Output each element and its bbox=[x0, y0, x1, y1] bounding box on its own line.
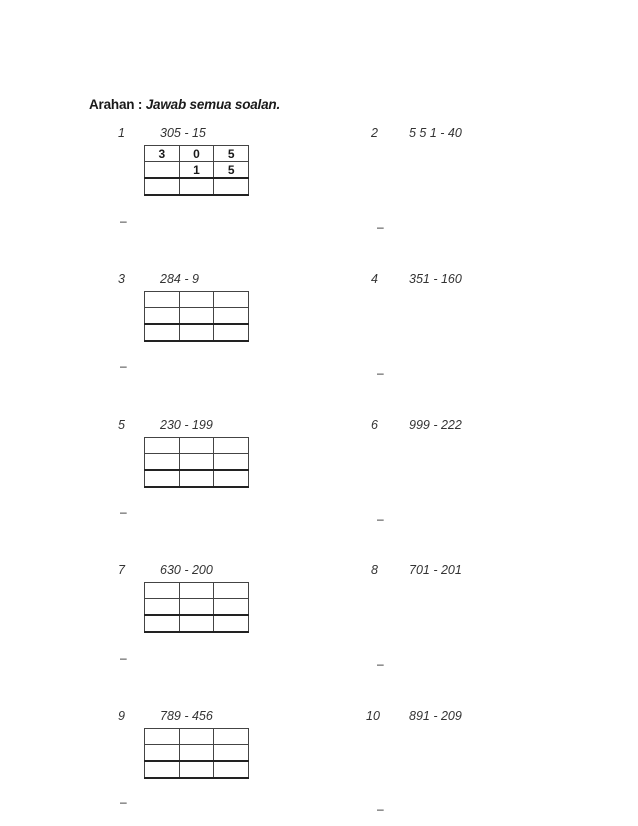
grid-row bbox=[145, 308, 249, 325]
question-expression: 999 - 222 bbox=[409, 418, 462, 432]
instruction bbox=[89, 97, 280, 112]
instruction-label: Arahan : bbox=[89, 97, 143, 112]
question-expression: 351 - 160 bbox=[409, 272, 462, 286]
minus-sign: – bbox=[120, 505, 127, 519]
question-expression: 789 - 456 bbox=[160, 709, 213, 723]
grid-cell[interactable] bbox=[145, 454, 180, 471]
minus-sign: – bbox=[377, 802, 384, 816]
grid-cell[interactable] bbox=[214, 729, 249, 745]
grid-cell[interactable] bbox=[214, 454, 249, 471]
question-number: 9 bbox=[118, 709, 125, 723]
minus-sign: – bbox=[120, 651, 127, 665]
grid-cell[interactable] bbox=[214, 292, 249, 308]
grid-cell[interactable] bbox=[214, 178, 249, 195]
question-number: 4 bbox=[371, 272, 378, 286]
grid-answer-row bbox=[145, 324, 249, 341]
question-number: 6 bbox=[371, 418, 378, 432]
grid-cell[interactable] bbox=[145, 178, 180, 195]
grid-cell[interactable] bbox=[214, 745, 249, 762]
grid-row bbox=[145, 729, 249, 745]
question-expression: 701 - 201 bbox=[409, 563, 462, 577]
grid-cell[interactable] bbox=[214, 761, 249, 778]
minus-sign: – bbox=[120, 359, 127, 373]
grid-cell[interactable] bbox=[145, 308, 180, 325]
grid-cell[interactable] bbox=[214, 308, 249, 325]
grid-cell[interactable] bbox=[214, 470, 249, 487]
minus-sign: – bbox=[377, 512, 384, 526]
column-grid bbox=[144, 582, 249, 633]
question-expression: 305 - 15 bbox=[160, 126, 206, 140]
grid-cell[interactable] bbox=[179, 599, 214, 616]
grid-row bbox=[145, 583, 249, 599]
question-expression: 891 - 209 bbox=[409, 709, 462, 723]
grid-cell[interactable]: 5 bbox=[214, 162, 249, 179]
column-grid bbox=[144, 291, 249, 342]
minus-sign: – bbox=[377, 220, 384, 234]
grid-row bbox=[145, 146, 249, 162]
question-number: 3 bbox=[118, 272, 125, 286]
grid-answer-row bbox=[145, 615, 249, 632]
minus-sign: – bbox=[120, 795, 127, 809]
grid-cell[interactable] bbox=[214, 615, 249, 632]
question-expression: 5 5 1 - 40 bbox=[409, 126, 462, 140]
question-number: 5 bbox=[118, 418, 125, 432]
grid-answer-row bbox=[145, 761, 249, 778]
column-grid bbox=[144, 145, 249, 196]
column-grid bbox=[144, 437, 249, 488]
question-number: 7 bbox=[118, 563, 125, 577]
question-expression: 230 - 199 bbox=[160, 418, 213, 432]
grid-row bbox=[145, 438, 249, 454]
question-number: 8 bbox=[371, 563, 378, 577]
grid-cell[interactable] bbox=[179, 324, 214, 341]
grid-cell[interactable] bbox=[214, 583, 249, 599]
grid-cell[interactable] bbox=[179, 454, 214, 471]
grid-cell[interactable] bbox=[145, 324, 180, 341]
minus-sign: – bbox=[377, 366, 384, 380]
grid-cell[interactable] bbox=[145, 761, 180, 778]
question-number: 2 bbox=[371, 126, 378, 140]
instruction-text: Jawab semua soalan. bbox=[145, 97, 280, 112]
grid-cell[interactable] bbox=[179, 615, 214, 632]
grid-cell[interactable] bbox=[145, 583, 180, 599]
grid-cell[interactable] bbox=[145, 470, 180, 487]
grid-cell[interactable] bbox=[179, 438, 214, 454]
grid-cell[interactable] bbox=[179, 292, 214, 308]
grid-cell[interactable] bbox=[145, 745, 180, 762]
grid-cell[interactable] bbox=[145, 162, 180, 179]
grid-cell[interactable] bbox=[179, 308, 214, 325]
question-expression: 630 - 200 bbox=[160, 563, 213, 577]
grid-cell[interactable]: 0 bbox=[179, 146, 214, 162]
grid-cell[interactable] bbox=[214, 324, 249, 341]
grid-cell[interactable] bbox=[179, 583, 214, 599]
minus-sign: – bbox=[377, 657, 384, 671]
minus-sign: – bbox=[120, 214, 127, 228]
grid-answer-row bbox=[145, 178, 249, 195]
grid-cell[interactable] bbox=[214, 438, 249, 454]
grid-row bbox=[145, 599, 249, 616]
grid-row bbox=[145, 454, 249, 471]
grid-cell[interactable] bbox=[179, 470, 214, 487]
grid-answer-row bbox=[145, 470, 249, 487]
grid-row bbox=[145, 292, 249, 308]
grid-cell[interactable] bbox=[145, 615, 180, 632]
grid-cell[interactable] bbox=[179, 745, 214, 762]
grid-cell[interactable] bbox=[145, 438, 180, 454]
grid-cell[interactable] bbox=[179, 178, 214, 195]
grid-cell[interactable] bbox=[179, 729, 214, 745]
grid-cell[interactable] bbox=[145, 599, 180, 616]
grid-row bbox=[145, 162, 249, 179]
column-grid bbox=[144, 728, 249, 779]
question-number: 1 bbox=[118, 126, 125, 140]
grid-cell[interactable]: 5 bbox=[214, 146, 249, 162]
grid-cell[interactable]: 1 bbox=[179, 162, 214, 179]
question-expression: 284 - 9 bbox=[160, 272, 199, 286]
grid-cell[interactable] bbox=[145, 292, 180, 308]
grid-cell[interactable] bbox=[179, 761, 214, 778]
grid-cell[interactable] bbox=[145, 729, 180, 745]
grid-row bbox=[145, 745, 249, 762]
question-number: 10 bbox=[366, 709, 380, 723]
grid-cell[interactable] bbox=[214, 599, 249, 616]
grid-cell[interactable]: 3 bbox=[145, 146, 180, 162]
